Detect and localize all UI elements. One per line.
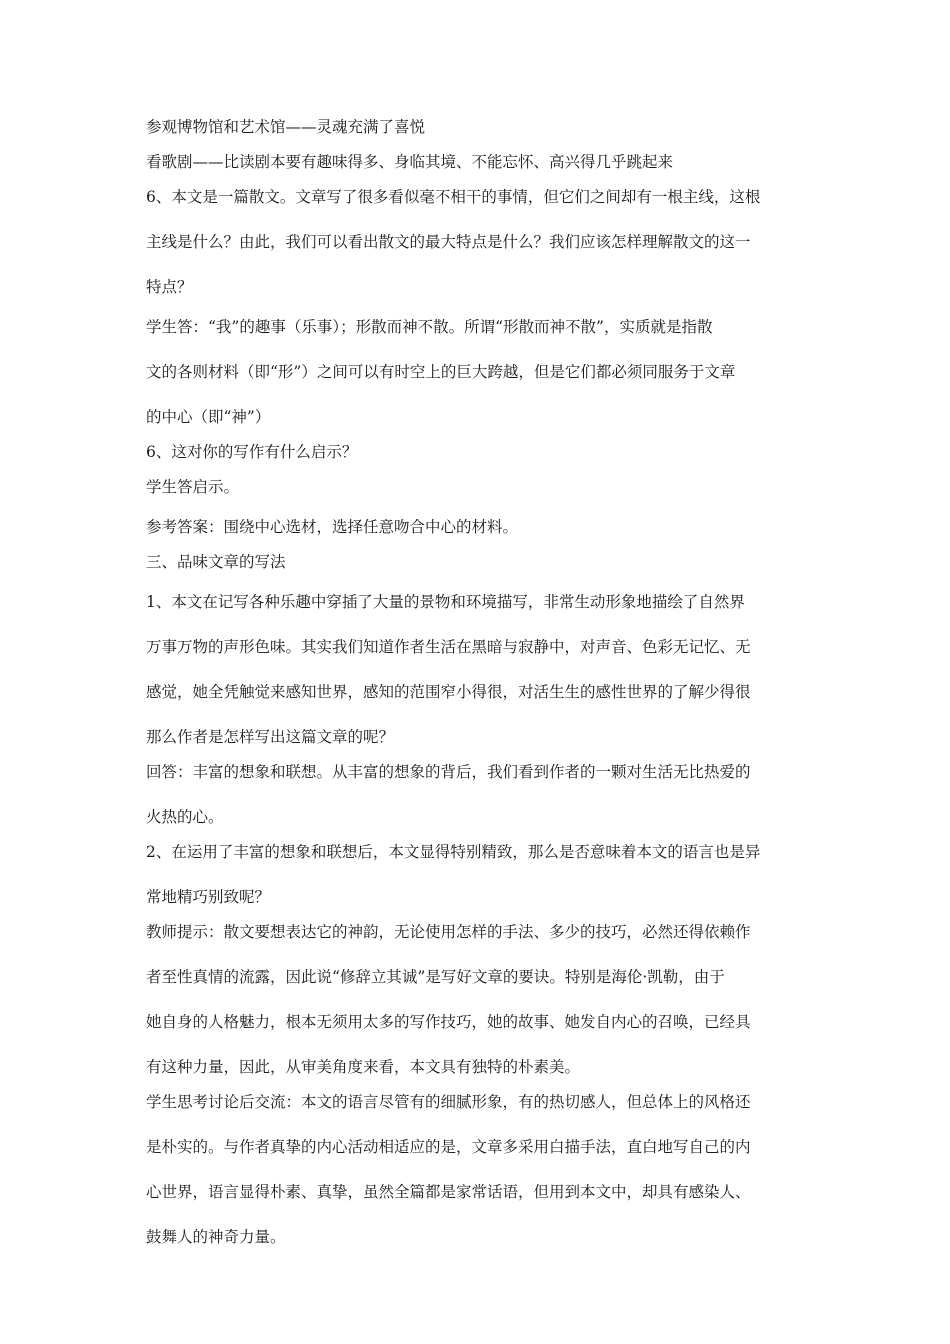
- text-line: 看歌剧——比读剧本要有趣味得多、身临其境、不能忘怀、高兴得几乎跳起来: [146, 153, 674, 171]
- text-line: 感觉，她全凭触觉来感知世界，感知的范围窄小得很，对活生生的感性世界的了解少得很: [146, 683, 751, 701]
- text-line: 她自身的人格魅力，根本无须用太多的写作技巧，她的故事、她发自内心的召唤，已经具: [146, 1013, 751, 1031]
- section-heading: 三、品味文章的写法: [146, 553, 286, 571]
- text-line: 教师提示：散文要想表达它的神韵，无论使用怎样的手法、多少的技巧，必然还得依赖作: [146, 923, 751, 941]
- text-line: 6、本文是一篇散文。文章写了很多看似毫不相干的事情，但它们之间却有一根主线，这根: [146, 188, 761, 206]
- text-line: 特点？: [146, 278, 193, 296]
- text-line: 参观博物馆和艺术馆——灵魂充满了喜悦: [146, 118, 426, 136]
- text-line: 1、本文在记写各种乐趣中穿插了大量的景物和环境描写，非常生动形象地描绘了自然界: [146, 593, 745, 611]
- text-line: 回答：丰富的想象和联想。从丰富的想象的背后，我们看到作者的一颗对生活无比热爱的: [146, 763, 751, 781]
- text-line: 6、这对你的写作有什么启示？: [146, 443, 358, 461]
- text-line: 万事万物的声形色味。其实我们知道作者生活在黑暗与寂静中，对声音、色彩无记忆、无: [146, 638, 751, 656]
- document-body: [146, 117, 810, 1247]
- text-line: 火热的心。: [146, 808, 224, 826]
- text-line: 的中心（即“神”）: [146, 408, 271, 426]
- text-line: 者至性真情的流露，因此说“修辞立其诚”是写好文章的要诀。特别是海伦·凯勒，由于: [146, 968, 725, 986]
- text-line: 文的各则材料（即“形”）之间可以有时空上的巨大跨越，但是它们都必须同服务于文章: [146, 363, 736, 381]
- text-line: 那么作者是怎样写出这篇文章的呢？: [146, 728, 395, 746]
- text-line: 参考答案：围绕中心选材，选择任意吻合中心的材料。: [146, 518, 519, 536]
- text-line: 鼓舞人的神奇力量。: [146, 1228, 286, 1246]
- text-line: 心世界，语言显得朴素、真挚，虽然全篇都是家常话语，但用到本文中，却具有感染人、: [146, 1183, 751, 1201]
- text-line: 主线是什么？由此，我们可以看出散文的最大特点是什么？我们应该怎样理解散文的这一: [146, 233, 751, 251]
- text-line: 学生思考讨论后交流：本文的语言尽管有的细腻形象，有的热切感人，但总体上的风格还: [146, 1093, 751, 1111]
- text-line: 2、在运用了丰富的想象和联想后，本文显得特别精致，那么是否意味着本文的语言也是异: [146, 843, 761, 861]
- text-line: 学生答：“我”的趣事（乐事）；形散而神不散。所谓“形散而神不散”，实质就是指散: [146, 318, 713, 336]
- text-line: 是朴实的。与作者真挚的内心活动相适应的是，文章多采用白描手法，直白地写自己的内: [146, 1138, 751, 1156]
- text-line: 有这种力量，因此，从审美角度来看，本文具有独特的朴素美。: [146, 1058, 581, 1076]
- text-line: 学生答启示。: [146, 478, 240, 496]
- text-line: 常地精巧别致呢？: [146, 888, 271, 906]
